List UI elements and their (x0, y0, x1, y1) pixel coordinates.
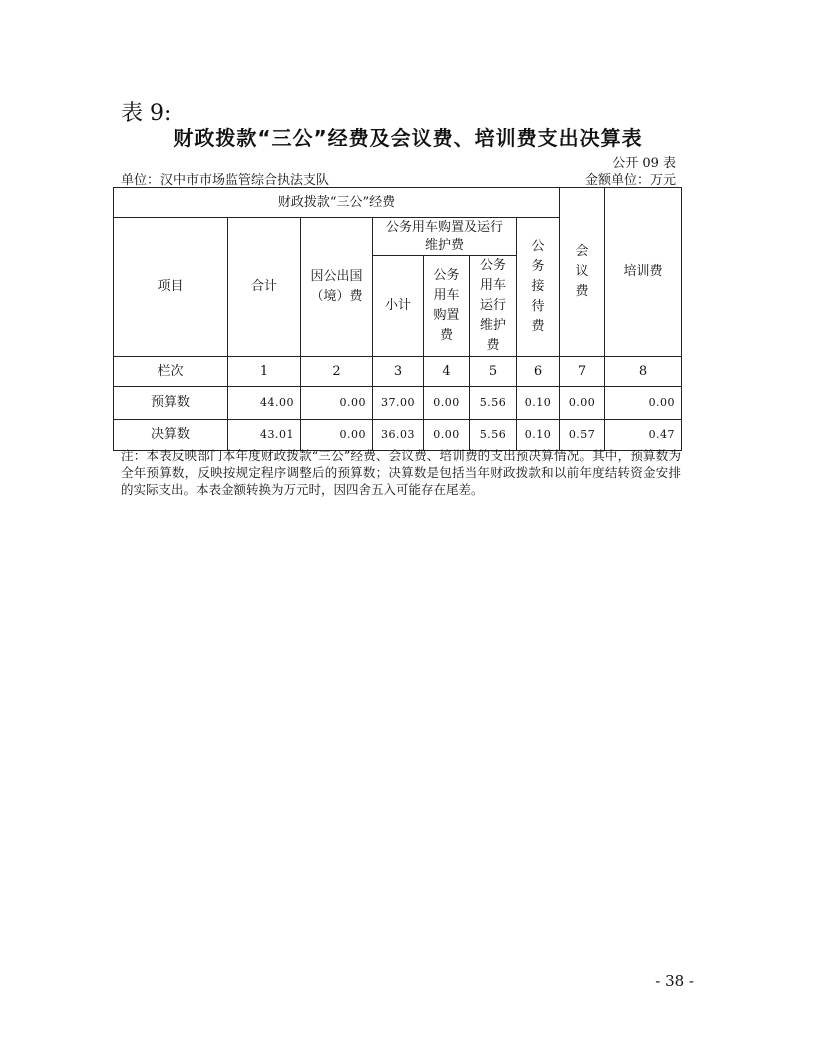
column-index: 1 (228, 357, 301, 387)
column-index: 5 (470, 357, 517, 387)
actual-abroad: 0.00 (301, 420, 373, 451)
table-code: 公开 09 表 (612, 156, 676, 171)
column-index: 2 (301, 357, 373, 387)
budget-vehicle-purchase: 0.00 (424, 387, 470, 420)
budget-vehicle-operation: 5.56 (470, 387, 517, 420)
budget-total: 44.00 (228, 387, 301, 420)
column-index: 6 (517, 357, 560, 387)
header-vehicle-group: 公务用车购置及运行维护费 (373, 218, 517, 256)
column-index: 3 (373, 357, 424, 387)
row-label: 栏次 (114, 357, 228, 387)
actual-subtotal: 36.03 (373, 420, 424, 451)
budget-reception: 0.10 (517, 387, 560, 420)
header-reception-fee: 公务接待费 (517, 218, 560, 357)
header-subtotal: 小计 (373, 256, 424, 357)
header-training-fee: 培训费 (605, 188, 682, 357)
row-label: 决算数 (114, 420, 228, 451)
budget-training: 0.00 (605, 387, 682, 420)
table-row (114, 420, 682, 451)
actual-reception: 0.10 (517, 420, 560, 451)
header-abroad-fee: 因公出国（境）费 (301, 218, 373, 357)
table-label: 表 9: (121, 101, 172, 126)
header-vehicle-operation: 公务用车运行维护费 (470, 256, 517, 357)
page-title: 财政拨款“三公”经费及会议费、培训费支出决算表 (173, 126, 643, 150)
header-three-public-funds: 财政拨款“三公”经费 (114, 188, 560, 218)
actual-vehicle-purchase: 0.00 (424, 420, 470, 451)
budget-meeting: 0.00 (560, 387, 605, 420)
unit-name: 单位：汉中市市场监管综合执法支队 (121, 173, 330, 188)
table-row (114, 387, 682, 420)
table-note: 注：本表反映部门本年度财政拨款“三公”经费、会议费、培训费的支出预决算情况。其中，预算数为全年预算数，反映按规定程序调整后的预算数；决算数是包括当年财政拨款和以前年度结转资金安排的实际支出。本表金额转换为万元时，因四舍五入可能存在尾差。 (121, 448, 681, 497)
header-meeting-fee: 会议费 (560, 188, 605, 357)
header-vehicle-purchase: 公务用车购置费 (424, 256, 470, 357)
column-index: 8 (605, 357, 682, 387)
actual-vehicle-operation: 5.56 (470, 420, 517, 451)
actual-training: 0.47 (605, 420, 682, 451)
header-total: 合计 (228, 218, 301, 357)
expenditure-table (113, 187, 682, 451)
actual-total: 43.01 (228, 420, 301, 451)
actual-meeting: 0.57 (560, 420, 605, 451)
budget-subtotal: 37.00 (373, 387, 424, 420)
column-index: 4 (424, 357, 470, 387)
column-index: 7 (560, 357, 605, 387)
row-label: 预算数 (114, 387, 228, 420)
amount-unit: 金额单位：万元 (584, 173, 676, 188)
header-item: 项目 (114, 218, 228, 357)
budget-abroad: 0.00 (301, 387, 373, 420)
page-number: - 38 - (655, 972, 694, 990)
table-row (114, 357, 682, 387)
